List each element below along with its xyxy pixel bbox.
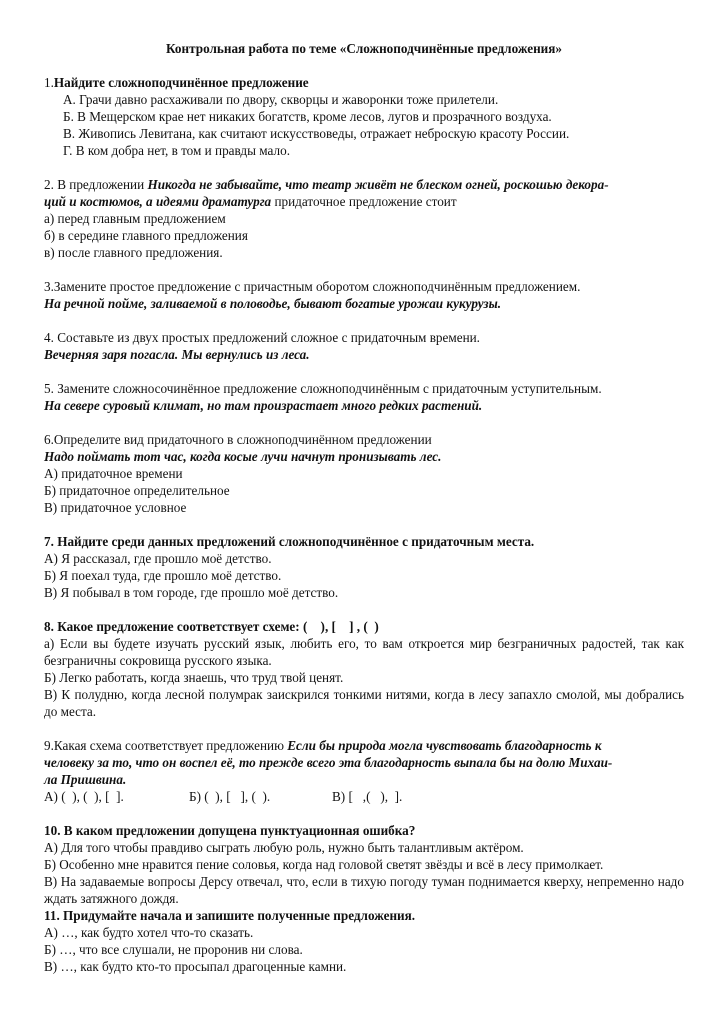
question-7	[44, 533, 684, 601]
question-6-option-b: Б) придаточное определительное	[44, 483, 230, 498]
question-8-option-a: а) Если вы будете изучать русский язык, любить его, то вам откроется мир безграничных радостей, так как безграничны сокровища русского языка.	[44, 636, 684, 668]
question-9-sentence-part-3: ла Пришвина.	[44, 772, 127, 787]
question-4-sentence: Вечерняя заря погасла. Мы вернулись из леса.	[44, 347, 310, 362]
worksheet-page	[44, 40, 684, 992]
question-9	[44, 737, 684, 805]
question-4-prompt: 4. Составьте из двух простых предложений сложное с придаточным времени.	[44, 330, 480, 345]
question-2-tail: придаточное предложение стоит	[271, 194, 457, 209]
question-6-prompt: 6.Определите вид придаточного в сложноподчинённом предложении	[44, 432, 432, 447]
question-1-option-c: В. Живопись Левитана, как считают искусствоведы, отражает неброскую красоту России.	[63, 126, 570, 141]
question-2-option-b: б) в середине главного предложения	[44, 228, 248, 243]
question-10-option-c: В) На задаваемые вопросы Дерсу отвечал, что, если в тихую погоду туман поднимается кверху, непременно надо ждать затяжного дождя.	[44, 874, 684, 906]
question-6-option-a: А) придаточное времени	[44, 466, 183, 481]
page-title: Контрольная работа по теме «Сложноподчинённые предложения»	[166, 41, 562, 56]
question-9-sentence-part-2: человеку за то, что он воспел её, то прежде всего эта благодарность выпала бы на долю Михаи-	[44, 755, 613, 770]
question-8-prompt: 8. Какое предложение соответствует схеме: ( ), [ ] , ( )	[44, 619, 379, 634]
question-8-option-c: В) К полудню, когда лесной полумрак заискрился тонкими нитями, когда в лесу запахло смолой, мы добрались до места.	[44, 687, 684, 719]
question-1-number: 1.	[44, 75, 54, 90]
question-10-option-a: А) Для того чтобы правдиво сыграть любую роль, нужно быть талантливым актёром.	[44, 840, 524, 855]
question-6-sentence: Надо поймать тот час, когда косые лучи начнут пронизывать лес.	[44, 449, 442, 464]
question-5-sentence: На севере суровый климат, но там произрастает много редких растений.	[44, 398, 483, 413]
question-9-option-c: В) [ ,( ), ].	[332, 789, 403, 804]
question-9-options	[44, 788, 684, 805]
question-11-option-b: Б) …, что все слушали, не проронив ни слова.	[44, 942, 303, 957]
question-9-option-b: Б) ( ), [ ], ( ).	[189, 789, 271, 804]
question-2-sentence-part-1: Никогда не забывайте, что театр живёт не блеском огней, роскошью декора-	[147, 177, 609, 192]
question-7-prompt: 7. Найдите среди данных предложений сложноподчинённое с придаточным места.	[44, 534, 535, 549]
question-1-option-b: Б. В Мещерском крае нет никаких богатств, кроме лесов, лугов и прозрачного воздуха.	[63, 109, 552, 124]
question-9-sentence-part-1: Если бы природа могла чувствовать благодарность к	[287, 738, 602, 753]
question-10-prompt: 10. В каком предложении допущена пунктуационная ошибка?	[44, 823, 416, 838]
question-2-option-a: а) перед главным предложением	[44, 211, 226, 226]
question-9-lead: 9.Какая схема соответствует предложению	[44, 738, 288, 753]
question-6	[44, 431, 684, 516]
question-9-option-a: А) ( ), ( ), [ ].	[44, 789, 124, 804]
question-2-option-c: в) после главного предложения.	[44, 245, 223, 260]
question-8	[44, 618, 684, 720]
question-8-option-b: Б) Легко работать, когда знаешь, что труд твой ценят.	[44, 670, 344, 685]
question-1-prompt: Найдите сложноподчинённое предложение	[53, 75, 309, 90]
question-4	[44, 329, 684, 363]
question-1-option-d: Г. В ком добра нет, в том и правды мало.	[63, 143, 290, 158]
question-5-prompt: 5. Замените сложносочинённое предложение сложноподчинённым с придаточным уступительным.	[44, 381, 602, 396]
question-10-option-b: Б) Особенно мне нравится пение соловья, когда над головой светят звёзды и всё в лесу примолкает.	[44, 857, 604, 872]
question-3-sentence: На речной пойме, заливаемой в половодье, бывают богатые урожаи кукурузы.	[44, 296, 502, 311]
question-3-prompt: 3.Замените простое предложение с причастным оборотом сложноподчинённым предложением.	[44, 279, 581, 294]
question-11	[44, 907, 684, 975]
question-10	[44, 822, 684, 907]
question-11-option-a: А) …, как будто хотел что-то сказать.	[44, 925, 254, 940]
question-7-option-a: А) Я рассказал, где прошло моё детство.	[44, 551, 272, 566]
question-2	[44, 176, 684, 261]
question-3	[44, 278, 684, 312]
question-7-option-b: Б) Я поехал туда, где прошло моё детство.	[44, 568, 282, 583]
question-7-option-c: В) Я побывал в том городе, где прошло моё детство.	[44, 585, 339, 600]
question-11-option-c: В) …, как будто кто-то просыпал драгоценные камни.	[44, 959, 347, 974]
question-1	[44, 74, 684, 159]
question-2-sentence-part-2: ций и костюмов, а идеями драматурга	[44, 194, 272, 209]
question-11-prompt: 11. Придумайте начала и запишите полученные предложения.	[44, 908, 416, 923]
question-5	[44, 380, 684, 414]
question-6-option-c: В) придаточное условное	[44, 500, 187, 515]
question-1-option-a: А. Грачи давно расхаживали по двору, скворцы и жаворонки тоже прилетели.	[63, 92, 499, 107]
question-2-lead: 2. В предложении	[44, 177, 148, 192]
